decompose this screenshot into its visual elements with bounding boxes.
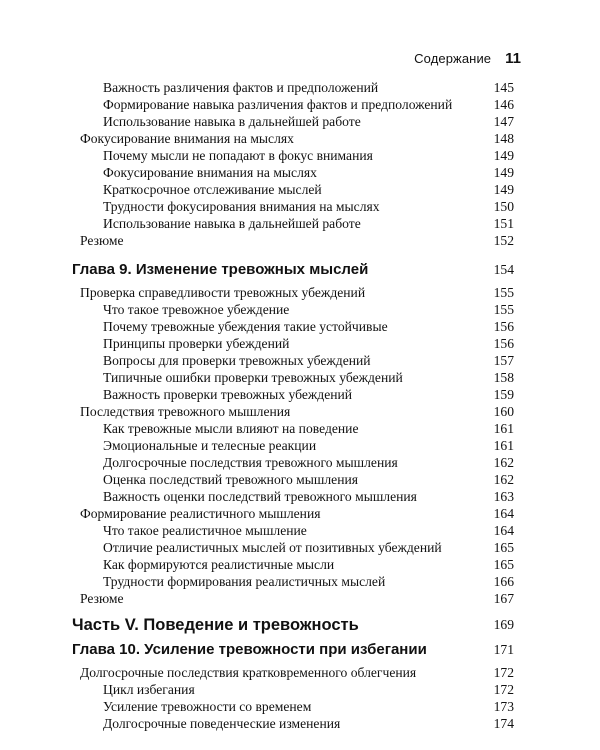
toc-entry-title: Как тревожные мысли влияют на поведение bbox=[103, 421, 359, 436]
toc-entry-page: 162 bbox=[493, 472, 514, 487]
running-header-section: Содержание bbox=[414, 51, 492, 66]
toc-entry-title: Формирование реалистичного мышления bbox=[80, 506, 321, 521]
toc-entry-page: 151 bbox=[493, 216, 514, 231]
toc-entry-title: Использование навыка в дальнейшей работе bbox=[103, 216, 361, 231]
toc-entry-title: Отличие реалистичных мыслей от позитивных убеждений bbox=[103, 540, 442, 555]
toc-entry-page: 159 bbox=[493, 387, 514, 402]
toc-entry-title: Что такое реалистичное мышление bbox=[103, 523, 307, 538]
toc-entry-page: 160 bbox=[493, 404, 514, 419]
toc-entry-title: Вопросы для проверки тревожных убеждений bbox=[103, 353, 371, 368]
toc-entry-page: 161 bbox=[493, 421, 514, 436]
toc-chapter-title: Глава 9. Изменение тревожных мыслей bbox=[72, 261, 369, 278]
toc-entry-title: Оценка последствий тревожного мышления bbox=[103, 472, 359, 487]
toc-entry-title: Резюме bbox=[80, 591, 124, 606]
toc-entry-title: Что такое тревожное убеждение bbox=[103, 302, 290, 317]
toc-entry-page: 145 bbox=[493, 80, 514, 95]
toc-entry-page: 161 bbox=[493, 438, 514, 453]
toc-entry-page: 148 bbox=[493, 131, 514, 146]
toc-entry-page: 156 bbox=[493, 319, 514, 334]
toc-entry-title: Цикл избегания bbox=[103, 682, 195, 697]
toc-entry-title: Усиление тревожности со временем bbox=[103, 699, 312, 714]
toc-entry-page: 165 bbox=[493, 540, 514, 555]
toc-entry-page: 149 bbox=[493, 148, 514, 163]
toc-entry-title: Как формируются реалистичные мысли bbox=[103, 557, 335, 572]
toc-entry-title: Важность различения фактов и предположений bbox=[103, 80, 379, 95]
toc-entry-title: Долгосрочные последствия кратковременного облегчения bbox=[80, 665, 417, 680]
toc-entry-title: Формирование навыка различения фактов и предположений bbox=[103, 97, 453, 112]
toc-entry-title: Долгосрочные поведенческие изменения bbox=[103, 716, 341, 731]
toc-entry-title: Важность оценки последствий тревожного мышления bbox=[103, 489, 417, 504]
toc-entry-page: 164 bbox=[493, 523, 514, 538]
toc-entry-page: 147 bbox=[493, 114, 514, 129]
toc-entry-page: 164 bbox=[493, 506, 514, 521]
toc-entry-title: Эмоциональные и телесные реакции bbox=[103, 438, 317, 453]
page-number: 11 bbox=[505, 50, 521, 67]
toc-entry-page: 173 bbox=[493, 699, 514, 714]
toc-entry-page: 167 bbox=[493, 591, 514, 606]
toc-entry-page: 150 bbox=[493, 199, 514, 214]
toc-entry-page: 174 bbox=[493, 716, 514, 731]
toc-chapter-title: Глава 10. Усиление тревожности при избегании bbox=[72, 641, 427, 658]
toc-entry-page: 162 bbox=[493, 455, 514, 470]
toc-chapter-page: 154 bbox=[493, 262, 514, 277]
toc-entry-page: 149 bbox=[493, 165, 514, 180]
toc-entry-title: Долгосрочные последствия тревожного мышления bbox=[103, 455, 398, 470]
toc-entry-page: 165 bbox=[493, 557, 514, 572]
toc-entry-title: Почему мысли не попадают в фокус внимания bbox=[103, 148, 373, 163]
toc-entry-page: 166 bbox=[493, 574, 514, 589]
toc-entry-title: Проверка справедливости тревожных убеждений bbox=[80, 285, 366, 300]
toc-entry-title: Последствия тревожного мышления bbox=[80, 404, 291, 419]
toc-entry-title: Использование навыка в дальнейшей работе bbox=[103, 114, 361, 129]
toc-entry-title: Типичные ошибки проверки тревожных убеждений bbox=[103, 370, 403, 385]
toc-entry-title: Принципы проверки убеждений bbox=[103, 336, 290, 351]
toc-entry-title: Фокусирование внимания на мыслях bbox=[103, 165, 317, 180]
toc-entry-page: 152 bbox=[493, 233, 514, 248]
toc-entry-title: Трудности фокусирования внимания на мыслях bbox=[103, 199, 380, 214]
toc-entry-page: 157 bbox=[493, 353, 514, 368]
toc-entry-page: 146 bbox=[493, 97, 514, 112]
toc-entry-title: Трудности формирования реалистичных мыслей bbox=[103, 574, 386, 589]
toc-entry-title: Фокусирование внимания на мыслях bbox=[80, 131, 294, 146]
toc-entry-title: Резюме bbox=[80, 233, 124, 248]
toc-entry-page: 156 bbox=[493, 336, 514, 351]
toc-entry-title: Краткосрочное отслеживание мыслей bbox=[103, 182, 322, 197]
toc-entry-page: 172 bbox=[493, 665, 514, 680]
toc-chapter-page: 171 bbox=[493, 642, 514, 657]
toc-entry-title: Почему тревожные убеждения такие устойчивые bbox=[103, 319, 388, 334]
toc-entry-page: 163 bbox=[493, 489, 514, 504]
toc-entry-page: 155 bbox=[493, 302, 514, 317]
toc-entry-page: 158 bbox=[493, 370, 514, 385]
toc-entry-page: 155 bbox=[493, 285, 514, 300]
toc-part-page: 169 bbox=[493, 617, 514, 632]
toc-entry-page: 149 bbox=[493, 182, 514, 197]
toc-entry-title: Важность проверки тревожных убеждений bbox=[103, 387, 353, 402]
toc-entry-page: 172 bbox=[493, 682, 514, 697]
toc-part-title: Часть V. Поведение и тревожность bbox=[72, 616, 359, 634]
